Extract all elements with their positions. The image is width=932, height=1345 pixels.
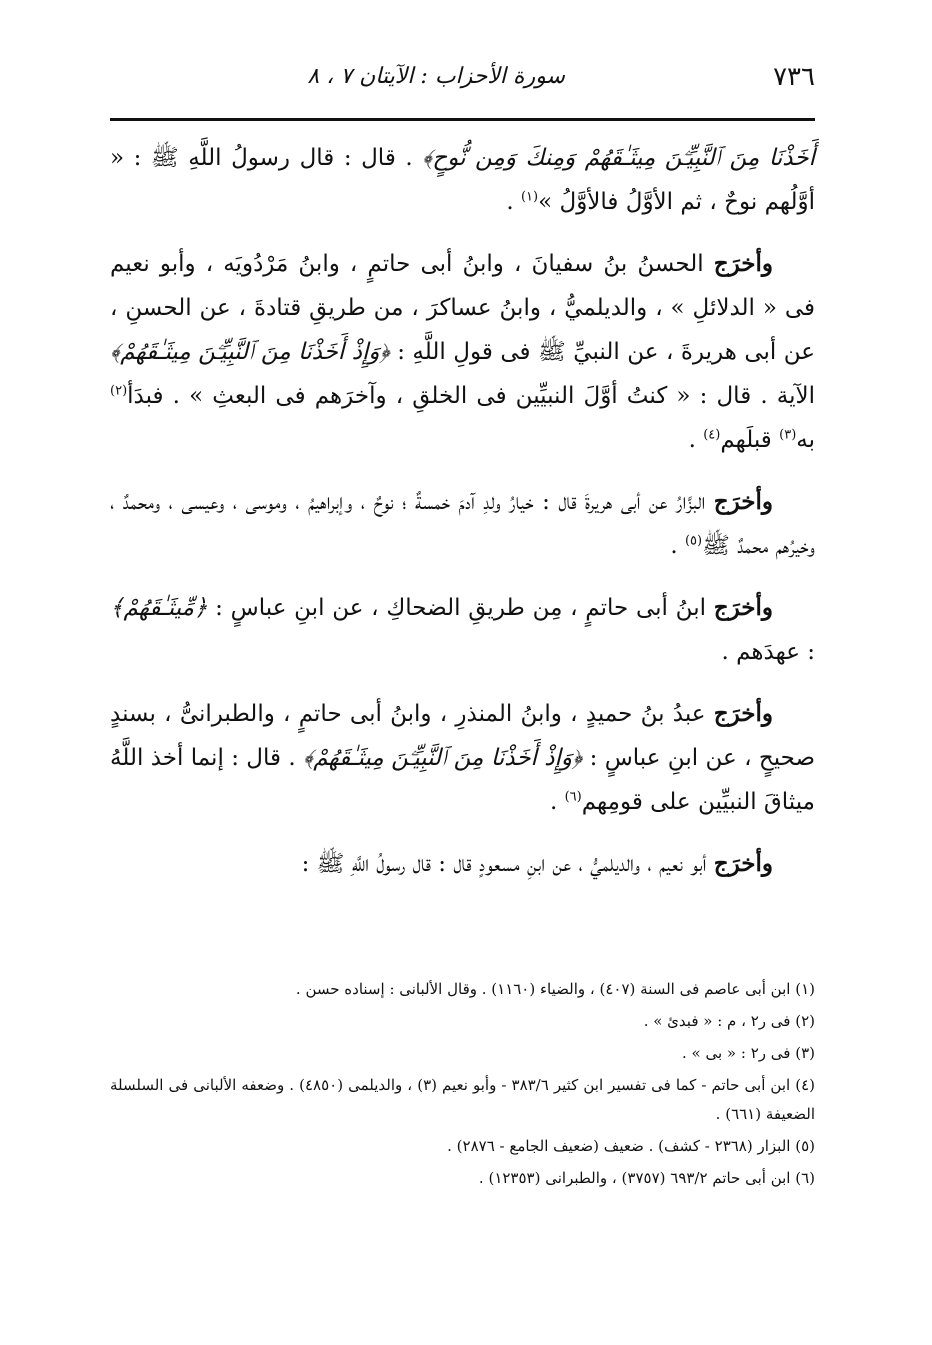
page-number: ٧٣٦	[773, 62, 815, 92]
paragraph-lead: وأخرَج	[713, 250, 773, 277]
footnote-marker: (٤)	[703, 427, 721, 443]
paragraph-text: : عهدَهم .	[721, 639, 815, 665]
paragraph-lead: وأخرَج	[713, 700, 773, 727]
paragraph-text: الآية . قال : « كنتُ أوَّلَ النبيِّين فى الخلقِ ، وآخرَهم فى البعثِ » . فبدَأ	[127, 383, 815, 409]
paragraph-text: الحسنُ بنُ سفيانَ ، وابنُ أبى حاتمٍ ، وابنُ مَرْدُويَه ، وأبو نعيم فى « الدلائلِ » ، والديلميُّ ، وابنُ عساكرَ ، من طريقِ قتادةَ ، عن الحسنِ ، عن أبى هريرةَ ، عن النبيِّ ﷺ فى قولِ اللَّهِ :	[110, 251, 816, 365]
footnote: (٣) فى ر٢ : « بى » .	[682, 1044, 815, 1062]
footnote: (٦) ابن أبى حاتم ٦٩٣/٢ (٣٧٥٧) ، والطبرانى (١٢٣٥٣) .	[478, 1169, 815, 1187]
footnote-marker: (٦)	[564, 789, 582, 805]
paragraph-lead: وأخرَج	[713, 488, 773, 515]
page-header	[110, 62, 815, 102]
paragraph-lead: وأخرَج	[713, 850, 773, 877]
footnote-marker: (٥)	[684, 533, 703, 549]
paragraph-text: عبدُ بنُ حميدٍ ، وابنُ المنذرِ ، وابنُ أبى حاتمٍ ، والطبرانىُّ ، بسندٍ صحيحٍ ، عن ابنِ عباسٍ :	[110, 701, 816, 771]
footnote-marker: (٣)	[779, 427, 797, 443]
footnote: (٥) البزار (٢٣٦٨ - كشف) . ضعيف (ضعيف الجامع - ٢٨٧٦) .	[447, 1137, 815, 1155]
main-text	[110, 136, 815, 904]
paragraph	[110, 692, 815, 824]
paragraph	[110, 842, 815, 886]
footnote-marker: (١)	[520, 189, 539, 205]
paragraph-text: .	[670, 533, 685, 559]
quran-quote: ﴿وَإِذْ أَخَذْنَا مِنَ ٱلنَّبِيِّـۧنَ مِيثَـٰقَهُمْ﴾	[110, 339, 390, 365]
running-title: سورة الأحزاب : الآيتان ٧ ، ٨	[307, 64, 565, 89]
paragraph-text: به	[796, 427, 815, 453]
footnotes	[110, 975, 815, 1196]
paragraph-text: .	[506, 189, 521, 215]
footnote: (١) ابن أبى عاصم فى السنة (٤٠٧) ، والضياء (١١٦٠) . وقال الألبانى : إسناده حسن .	[295, 980, 815, 998]
quran-quote: ﴿مِّيثَـٰقَهُمْ﴾	[110, 595, 208, 621]
paragraph-text: .	[688, 427, 704, 453]
quran-quote: أَخَذْنَا مِنَ ٱلنَّبِيِّـۧنَ مِيثَـٰقَهُمْ وَمِنكَ وَمِن نُّوحٍ﴾	[422, 145, 815, 171]
footnote: (٤) ابن أبى حاتم - كما فى تفسير ابن كثير ٣٨٣/٦ - وأبو نعيم (٣) ، والديلمى (٤٨٥٠) . وضعفه الألبانى فى السلسلة الضعيفة (٦٦١) .	[110, 1076, 815, 1123]
paragraph-text: ابنُ أبى حاتمٍ ، مِن طريقِ الضحاكِ ، عن ابنِ عباسٍ :	[207, 595, 714, 621]
paragraph-text: البزَّارُ عن أبى هريرةَ قال : خيارُ ولدِ آدمَ خمسةٌ ؛ نوحٌ ، وإبراهيمُ ، وموسى ، وعيسى ، ومحمدٌ ، وخيرُهم محمدٌ ﷺ	[110, 489, 815, 559]
paragraph	[110, 136, 815, 224]
footnote-marker: (٢)	[110, 383, 128, 399]
paragraph	[110, 480, 815, 568]
paragraph-text: .	[549, 789, 565, 815]
paragraph-text: قبلَهم	[720, 427, 780, 453]
paragraph-text: أبو نعيم ، والديلميُّ ، عن ابنِ مسعودٍ قال : قال رسولُ اللَّهِ ﷺ :	[301, 851, 714, 877]
paragraph-text: . قال : إنما أخذ اللَّهُ ميثاقَ النبيِّين على قومِهم	[110, 745, 815, 815]
paragraph	[110, 242, 815, 462]
header-rule	[110, 118, 815, 121]
paragraph	[110, 586, 815, 674]
quran-quote: ﴿وَإِذْ أَخَذْنَا مِنَ ٱلنَّبِيِّـۧنَ مِيثَـٰقَهُمْ﴾	[303, 745, 583, 771]
paragraph-lead: وأخرَج	[713, 594, 773, 621]
footnote: (٢) فى ر٢ ، م : « فبدئ » .	[643, 1012, 815, 1030]
paragraph-text: . قال : قال رسولُ اللَّهِ ﷺ : « أوَّلُهم نوحٌ ، ثم الأوَّلُ فالأوَّلُ »	[110, 145, 815, 215]
